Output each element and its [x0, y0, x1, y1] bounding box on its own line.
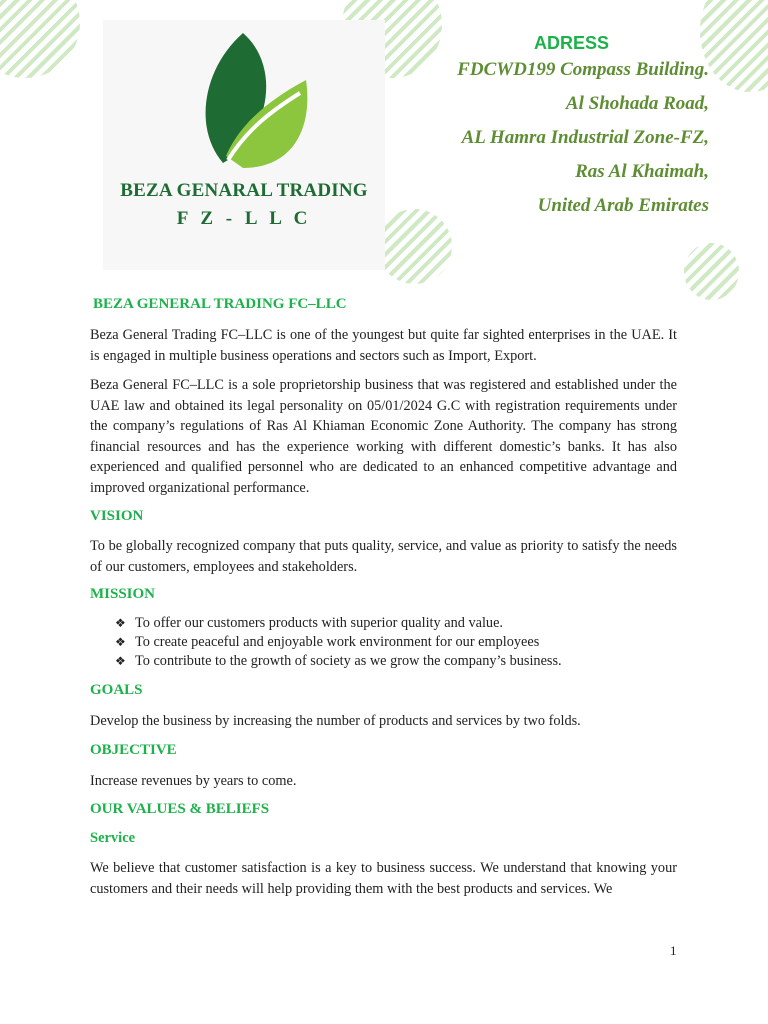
objective-heading: OBJECTIVE: [90, 741, 177, 758]
decorative-circle-right: [684, 243, 739, 300]
logo-company-name: BEZA GENARAL TRADING: [120, 180, 368, 201]
values-heading: OUR VALUES & BELIEFS: [90, 801, 270, 817]
decorative-circle-top-left: [0, 0, 80, 78]
address-title: ADRESS: [534, 33, 610, 53]
bullet-diamond-icon: ❖: [115, 616, 126, 630]
decorative-circle-middle: [377, 209, 452, 284]
company-heading: BEZA GENERAL TRADING FC–LLC: [93, 296, 347, 312]
service-text: We believe that customer satisfaction is a key to business success. We understand that knowing your customers and their needs will help providing them with the best products and services. We: [90, 860, 677, 897]
vision-text: To be globally recognized company that puts quality, service, and value as priority to satisfy the needs of our customers, employees and stakeholders.: [90, 538, 677, 575]
leaf-logo-icon: [188, 28, 328, 188]
vision-heading: VISION: [90, 508, 144, 524]
intro-paragraph-1: Beza General Trading FC–LLC is one of the youngest but quite far sighted enterprises in the UAE. It is engaged in multiple business operations and sectors such as Import, Export.: [90, 327, 677, 364]
address-line: Al Shohada Road,: [565, 93, 709, 114]
bullet-diamond-icon: ❖: [115, 635, 126, 649]
goals-heading: GOALS: [90, 682, 143, 698]
intro-paragraph-2: Beza General FC–LLC is a sole proprietorship business that was registered and established under the UAE law and obtained its legal personality on 05/01/2024 G.C with registration requirements under the company’s regulations of Ras Al Khiaman Economic Zone Authority. The company has strong financial resources and has the experience working with different domestic’s banks. It has also experienced and qualified personnel who are dedicated to an enhanced competitive advantage and improved organizational performance.: [90, 377, 677, 496]
address-line: United Arab Emirates: [537, 195, 709, 216]
mission-list: [90, 614, 677, 671]
address-line: Ras Al Khaimah,: [575, 161, 709, 182]
goals-text: Develop the business by increasing the number of products and services by two folds.: [90, 713, 581, 729]
logo-company-suffix: F Z - L L C: [176, 208, 312, 229]
list-item: [115, 633, 677, 652]
mission-heading: MISSION: [90, 586, 156, 602]
document-body: [90, 296, 677, 899]
mission-item-text: To create peaceful and enjoyable work environment for our employees: [135, 634, 540, 650]
bullet-diamond-icon: ❖: [115, 654, 126, 668]
list-item: [115, 614, 677, 633]
company-logo: [103, 20, 385, 270]
address-line: FDCWD199 Compass Building.: [457, 59, 709, 80]
mission-item-text: To offer our customers products with superior quality and value.: [135, 615, 503, 631]
decorative-circle-top-right: [700, 0, 768, 92]
objective-text: Increase revenues by years to come.: [90, 772, 297, 789]
list-item: [115, 652, 677, 671]
address-line: AL Hamra Industrial Zone-FZ,: [461, 127, 709, 148]
page-number: 1: [670, 943, 677, 958]
service-heading: Service: [90, 830, 136, 846]
mission-item-text: To contribute to the growth of society as we grow the company’s business.: [135, 653, 562, 669]
